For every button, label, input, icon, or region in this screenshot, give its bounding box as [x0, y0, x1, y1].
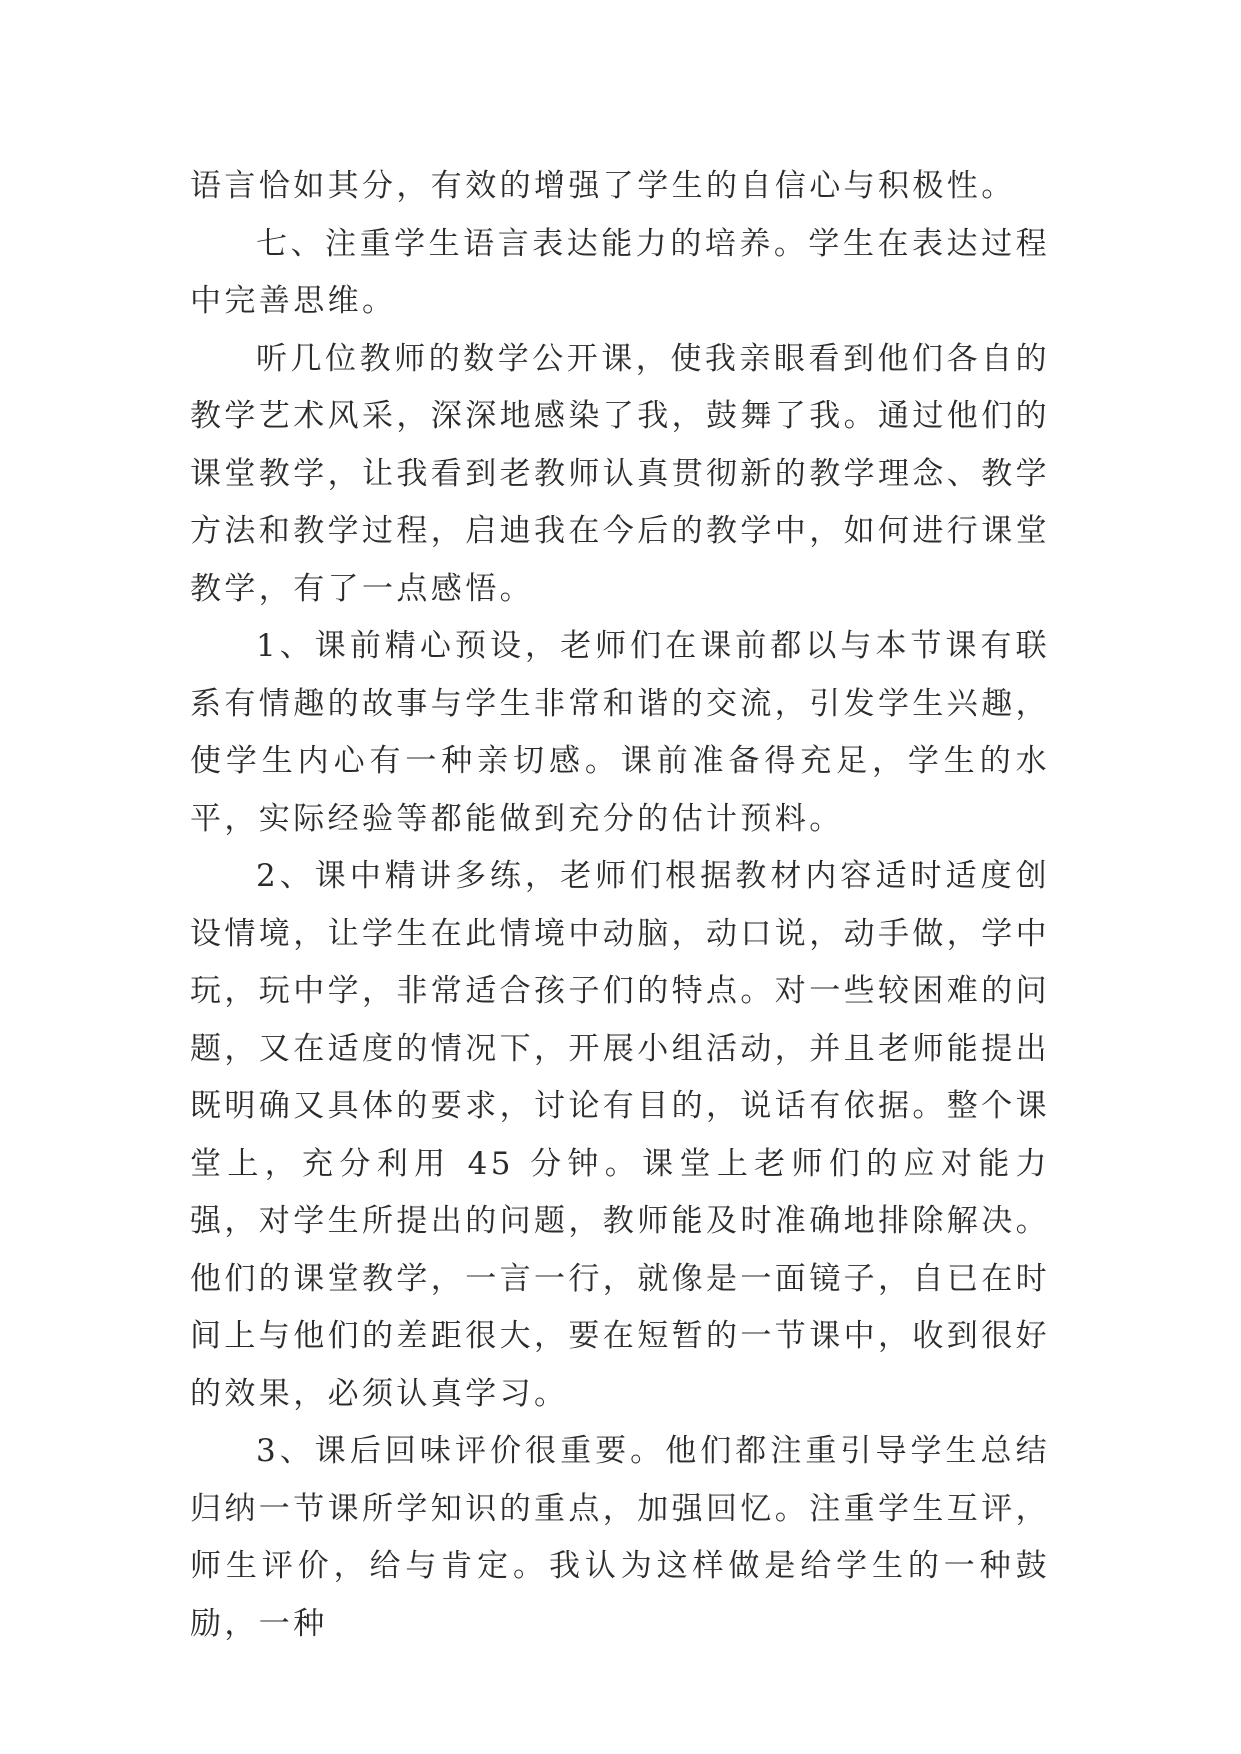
paragraph-continuation: 语言恰如其分，有效的增强了学生的自信心与积极性。	[190, 168, 1016, 204]
paragraph-item-2: 2、课中精讲多练，老师们根据教材内容适时适度创设情境，让学生在此情境中动脑，动口说，动手做，学中玩，玩中学，非常适合孩子们的特点。对一些较困难的问题，又在适度的情况下，开展小组活动，并且老师能提出既明确又具体的要求，讨论有目的，说话有依据。整个课堂上，充分利用 45 分钟。课堂上老师们的应对能力强，对学生所提出的问题，教师能及时准确地排除解决。他们的课堂教学，一言一行，就像是一面镜子，自已在时间上与他们的差距很大，要在短暂的一节课中，收到很好的效果，必须认真学习。	[190, 858, 1050, 1412]
paragraph-point-seven: 七、注重学生语言表达能力的培养。学生在表达过程中完善思维。	[190, 225, 1050, 319]
paragraph-item-1: 1、课前精心预设，老师们在课前都以与本节课有联系有情趣的故事与学生非常和谐的交流，引发学生兴趣，使学生内心有一种亲切感。课前准备得充足，学生的水平，实际经验等都能做到充分的估计预料。	[190, 628, 1050, 837]
paragraph-item-3: 3、课后回味评价很重要。他们都注重引导学生总结归纳一节课所学知识的重点，加强回忆。注重学生互评，师生评价，给与肯定。我认为这样做是给学生的一种鼓励，一种	[190, 1433, 1050, 1642]
paragraph-intro: 听几位教师的数学公开课，使我亲眼看到他们各自的教学艺术风采，深深地感染了我，鼓舞了我。通过他们的课堂教学，让我看到老教师认真贯彻新的教学理念、教学方法和教学过程，启迪我在今后的教学中，如何进行课堂教学，有了一点感悟。	[190, 340, 1050, 607]
body-text	[190, 158, 1050, 1653]
